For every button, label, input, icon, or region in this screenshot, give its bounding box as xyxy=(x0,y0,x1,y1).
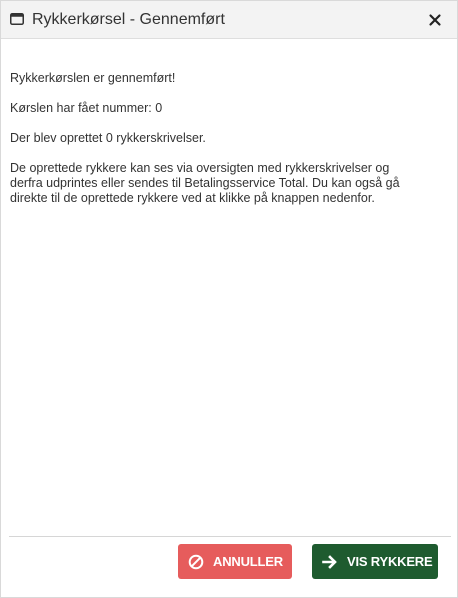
created-count-text: Der blev oprettet 0 rykkerskrivelser. xyxy=(10,131,206,145)
footer-divider xyxy=(9,536,451,537)
show-reminders-button[interactable] xyxy=(312,544,438,579)
ban-icon xyxy=(188,554,204,570)
arrow-right-icon xyxy=(322,554,338,570)
status-message: Rykkerkørslen er gennemført! xyxy=(10,71,176,85)
show-reminders-button-label: VIS RYKKERE xyxy=(347,554,433,569)
run-number-text: Kørslen har fået nummer: 0 xyxy=(10,101,163,115)
dialog-title: Rykkerkørsel - Gennemført xyxy=(32,11,225,28)
dialog-header xyxy=(1,1,457,39)
close-icon[interactable] xyxy=(427,12,443,28)
window-icon xyxy=(10,13,24,25)
cancel-button-label: ANNULLER xyxy=(213,554,283,569)
dialog-body xyxy=(10,71,418,221)
cancel-button[interactable] xyxy=(178,544,292,579)
info-text: De oprettede rykkere kan ses via oversigten med rykkerskrivelser og derfra udprintes eller sendes til Betalingsservice Total. Du kan også gå direkte til de oprettede rykkere ved at klikke på knappen nedenfor. xyxy=(10,161,400,205)
